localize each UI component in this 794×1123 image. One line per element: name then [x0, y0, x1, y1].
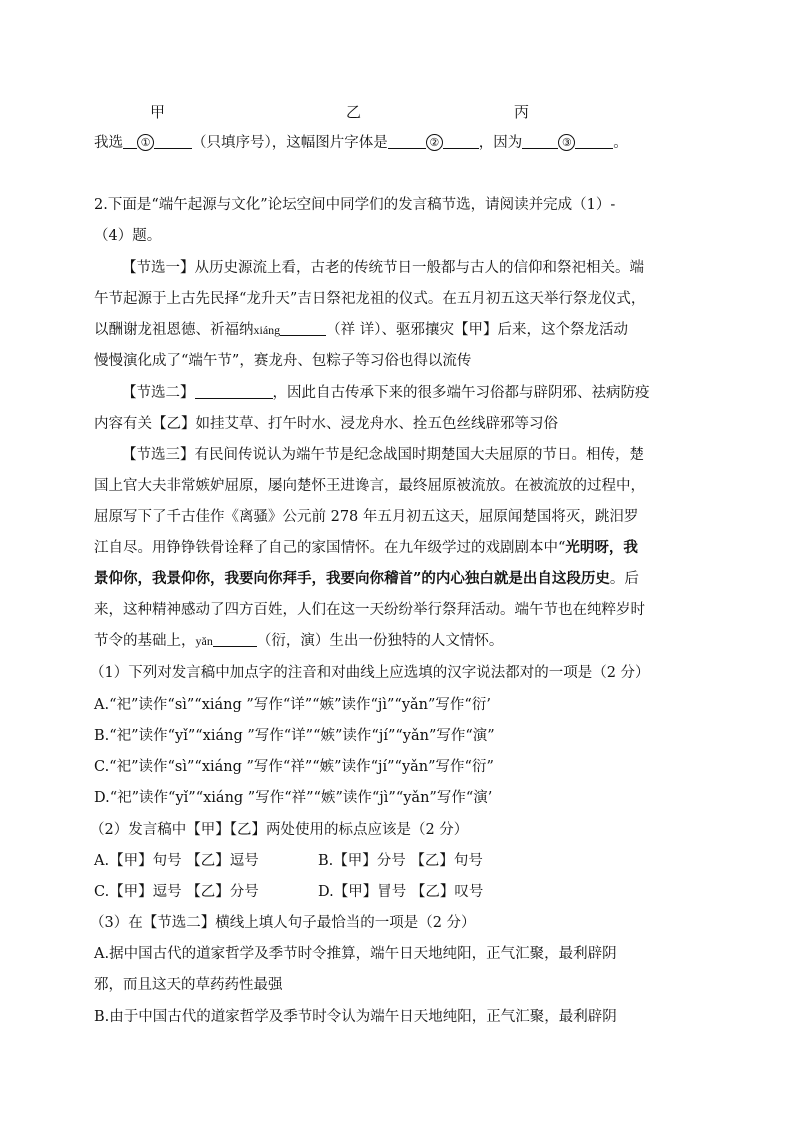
- subquestion-3-option-b-line-1: B.由于中国古代的道家哲学及季节时令认为端午日天地纯阳，正气汇聚，最利辟阴: [94, 1009, 617, 1025]
- subquestion-2-option-c: C.【甲】逗号 【乙】分号: [94, 884, 259, 900]
- excerpt1-line-1: 【节选一】从历史源流上看，古老的传统节日一般都与古人的信仰和祭祀相关。端: [122, 260, 644, 276]
- image-label-yi: 乙: [346, 103, 362, 121]
- blank-xiang: [280, 321, 326, 336]
- excerpt3-line-6: 来，这种精神感动了四方百姓，人们在这一天纷纷举行祭拜活动。端午节也在纯粹岁时: [94, 602, 645, 618]
- blank-yan: [213, 632, 257, 647]
- font-question-line: 我选 ① （只填序号），这幅图片字体是 ② ，因为 ③ 。: [94, 135, 628, 151]
- circled-number-3: ③: [558, 134, 575, 151]
- subquestion-1-option-b: B.“祀”读作“yǐ”“xiáng ”写作“详”“嫉”读作“jí”“yǎn”写作“演”: [94, 728, 495, 744]
- subquestion-2-stem: （2）发言稿中【甲】【乙】两处使用的标点应该是（2 分）: [90, 822, 469, 838]
- excerpt3-line-1: 【节选三】有民间传说认为端午节是纪念战国时期楚国大夫屈原的节日。相传，楚: [122, 447, 644, 463]
- blank-excerpt2: [195, 384, 273, 399]
- question-intro-line-2: （4）题。: [94, 228, 162, 244]
- subquestion-2-option-d: D.【甲】冒号 【乙】叹号: [318, 884, 484, 900]
- answer-blank-2-left: [388, 134, 426, 149]
- subquestion-2-option-a: A.【甲】句号 【乙】逗号: [94, 853, 259, 869]
- subquestion-1-option-a: A.“祀”读作“sì”“xiáng ”写作“详”“嫉”读作“jì”“yǎn”写作“衍’: [94, 697, 491, 713]
- circled-number-1: ①: [137, 134, 154, 151]
- subquestion-3-stem: （3）在【节选二】横线上填人句子最恰当的一项是（2 分）: [90, 915, 476, 931]
- image-label-jia: 甲: [150, 103, 166, 121]
- answer-blank-2-right: [443, 134, 479, 149]
- image-label-bing: 丙: [514, 103, 530, 121]
- excerpt2-line-1: 【节选二】 ，因此自古传承下来的很多端午习俗都与辟阴邪、祛病防疫: [122, 385, 650, 401]
- subquestion-3-option-a-line-2: 邪，而且这天的草药药性最强: [94, 977, 283, 993]
- pinyin-xiang: xiáng: [253, 323, 281, 337]
- subquestion-3-option-a-line-1: A.据中国古代的道家哲学及季节时令推算，端午日天地纯阳，正气汇聚，最利辟阴: [94, 946, 617, 962]
- excerpt3-line-7: 节令的基础上，yǎn （衍，演）生出一份独特的人文情怀。: [94, 633, 504, 649]
- subquestion-1-option-c: C.“祀”读作“sì”“xiáng ”写作“祥”“嫉”读作“jí”“yǎn”写作“衍”: [94, 759, 494, 775]
- subquestion-1-stem: （1）下列对发言稿中加点字的注音和对曲线上应选填的汉字说法都对的一项是（2 分）: [90, 665, 650, 681]
- subquestion-1-option-d: D.“祀”读作“yǐ”“xiáng ”写作“祥”“嫉”读作“jì”“yǎn”写作“演’: [94, 790, 493, 806]
- excerpt1-line-3: 以酬谢龙祖恩德、祈福纳xiáng （祥 详）、驱邪攘灾【甲】后来，这个祭龙活动: [94, 322, 629, 338]
- excerpt2-line-2: 内容有关【乙】如挂艾草、打午时水、浸龙舟水、拴五色丝线辟邪等习俗: [94, 416, 558, 432]
- excerpt3-line-3: 屈原写下了千古佳作《离骚》公元前 278 年五月初五这天，屈原闻楚国将灭，跳汨罗: [94, 509, 639, 525]
- subquestion-2-option-b: B.【甲】分号 【乙】句号: [318, 853, 483, 869]
- answer-blank-1-right: [154, 134, 192, 149]
- excerpt1-line-2: 午节起源于上古先民择“龙升天”吉日祭祀龙祖的仪式。在五月初五这天举行祭龙仪式，: [94, 291, 646, 307]
- excerpt3-line-5: 景仰你，我景仰你，我要向你拜手，我要向你稽首”的内心独白就是出自这段历史。后: [94, 570, 639, 587]
- excerpt3-line-4: 江自尽。用铮铮铁骨诠释了自己的家国情怀。在九年级学过的戏剧剧本中“光明呀，我: [94, 539, 638, 556]
- answer-blank-3-right: [575, 134, 613, 149]
- excerpt1-line-4: 慢慢演化成了“端午节”，赛龙舟、包粽子等习俗也得以流传: [94, 353, 472, 369]
- pinyin-yan: yǎn: [195, 634, 213, 648]
- excerpt3-line-2: 国上官大夫非常嫉妒屈原，屡向楚怀王进谗言，最终屈原被流放。在被流放的过程中，: [94, 478, 645, 494]
- question-intro-line-1: 2.下面是“端午起源与文化”论坛空间中同学们的发言稿节选，请阅读并完成（1）-: [94, 197, 616, 213]
- answer-blank-3-left: [522, 134, 558, 149]
- circled-number-2: ②: [426, 134, 443, 151]
- answer-blank-1-left: [123, 134, 137, 149]
